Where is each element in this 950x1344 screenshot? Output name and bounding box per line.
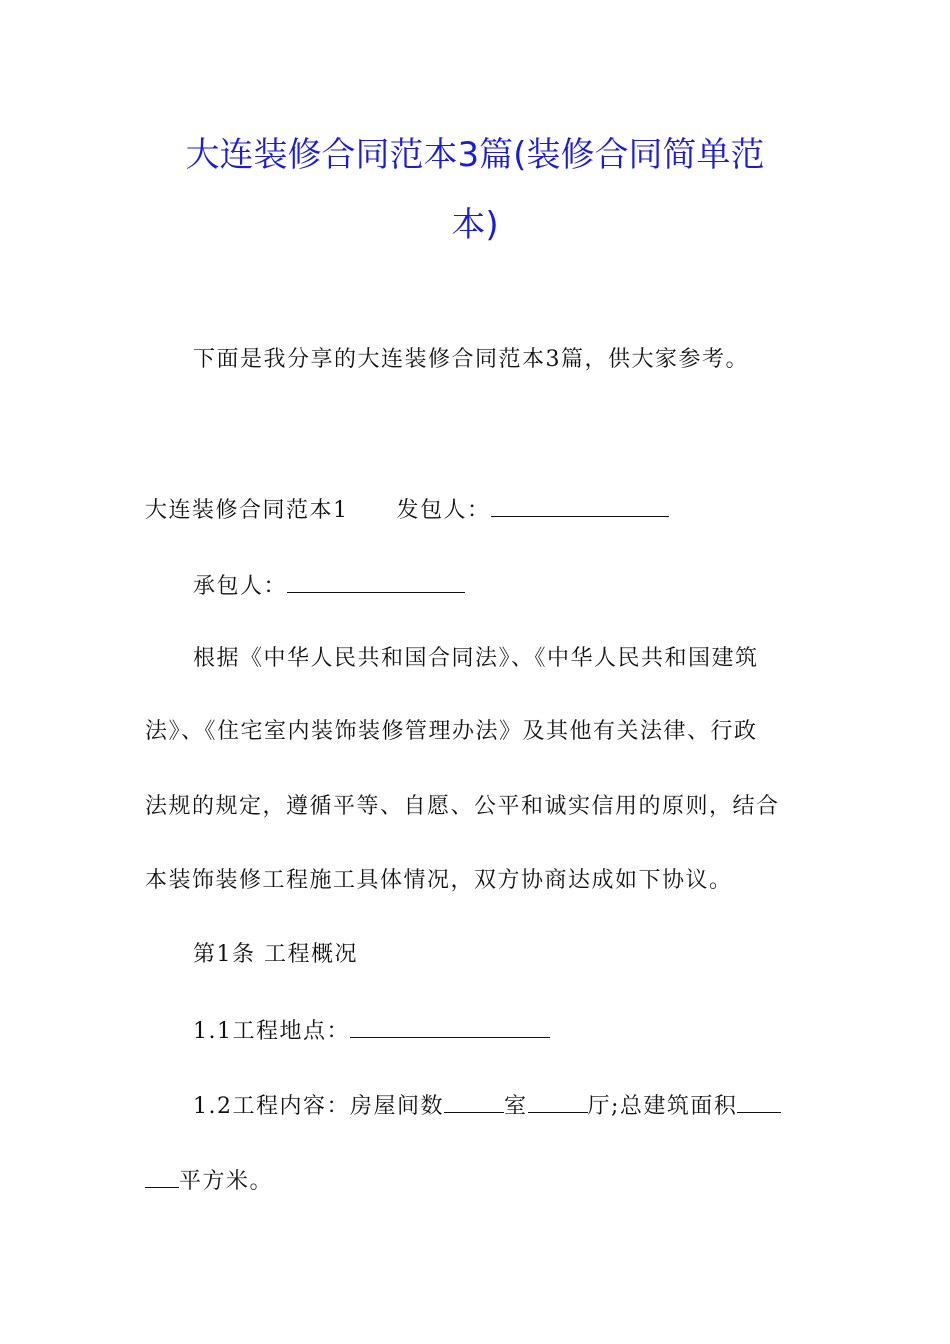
item-1-1-row (193, 1015, 550, 1047)
hall-count-blank (528, 1090, 588, 1113)
area-blank-start (737, 1090, 781, 1113)
room-count-blank (444, 1090, 504, 1113)
party-b-row (193, 570, 465, 602)
document-title-line-2: 本) (451, 205, 499, 245)
item-1-1-label: 1.1工程地点： (193, 1019, 350, 1044)
item-1-1-blank (350, 1015, 550, 1038)
party-a-blank (491, 494, 669, 517)
room-label: 室 (504, 1094, 528, 1119)
intro-paragraph: 下面是我分享的大连装修合同范本3篇，供大家参考。 (193, 347, 749, 372)
item-1-2-label: 1.2工程内容：房屋间数 (193, 1094, 444, 1119)
area-blank-end (145, 1165, 179, 1188)
contract-1-heading: 大连装修合同范本1 (145, 498, 349, 523)
basis-line-1: 根据《中华人民共和国合同法》、《中华人民共和国建筑 (193, 646, 759, 671)
hall-area-label: 厅;总建筑面积 (587, 1094, 738, 1119)
item-1-2-continuation (145, 1165, 273, 1197)
basis-line-2: 法》、《住宅室内装饰装修管理办法》及其他有关法律、行政 (145, 719, 758, 744)
basis-line-4: 本装饰装修工程施工具体情况，双方协商达成如下协议。 (145, 868, 733, 893)
document-title-line-1: 大连装修合同范本3篇(装修合同简单范 (185, 135, 765, 175)
item-1-2-row (193, 1090, 781, 1122)
contract-1-heading-row (145, 494, 669, 526)
article-1-title: 第1条 工程概况 (193, 942, 358, 967)
party-a-label: 发包人： (396, 498, 491, 523)
party-b-label: 承包人： (193, 574, 288, 599)
party-b-blank (287, 570, 465, 593)
basis-line-3: 法规的规定，遵循平等、自愿、公平和诚实信用的原则，结合 (145, 794, 780, 819)
area-unit: 平方米。 (179, 1169, 274, 1194)
